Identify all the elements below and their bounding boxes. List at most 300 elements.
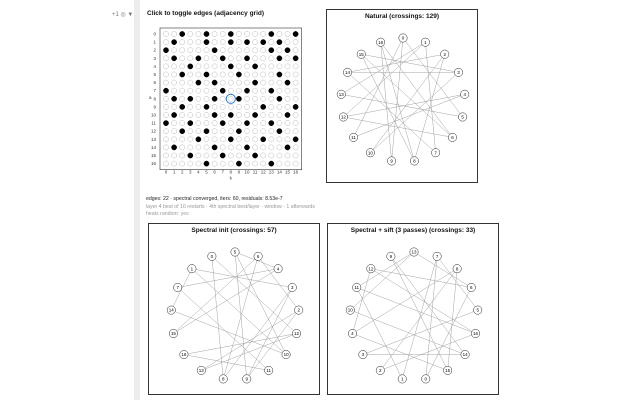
adjacency-cell[interactable]	[228, 64, 233, 69]
adjacency-cell[interactable]	[285, 96, 290, 101]
adjacency-cell[interactable]	[244, 161, 249, 166]
adjacency-cell[interactable]	[244, 88, 249, 93]
adjacency-cell[interactable]	[293, 72, 298, 77]
adjacency-cell[interactable]	[253, 112, 258, 117]
adjacency-cell[interactable]	[220, 88, 225, 93]
adjacency-cell[interactable]	[253, 145, 258, 150]
adjacency-cell[interactable]	[180, 161, 185, 166]
adjacency-cell[interactable]	[244, 104, 249, 109]
adjacency-cell[interactable]	[212, 56, 217, 61]
adjacency-cell[interactable]	[220, 121, 225, 126]
adjacency-cell[interactable]	[188, 40, 193, 45]
adjacency-cell[interactable]	[172, 40, 177, 45]
adjacency-cell[interactable]	[236, 80, 241, 85]
adjacency-cell[interactable]	[244, 153, 249, 158]
adjacency-cell[interactable]	[212, 161, 217, 166]
adjacency-cell[interactable]	[163, 129, 168, 134]
adjacency-cell[interactable]	[204, 129, 209, 134]
adjacency-cell[interactable]	[188, 129, 193, 134]
adjacency-cell[interactable]	[253, 161, 258, 166]
adjacency-cell[interactable]	[228, 121, 233, 126]
adjacency-cell[interactable]	[163, 31, 168, 36]
page-title: Click to toggle edges (adjacency grid)	[147, 10, 265, 17]
col-tick-label: 3	[189, 169, 192, 175]
adjacency-cell[interactable]	[212, 112, 217, 117]
adjacency-cell[interactable]	[261, 161, 266, 166]
adjacency-cell[interactable]	[269, 80, 274, 85]
adjacency-cell[interactable]	[180, 137, 185, 142]
cell-rail	[134, 0, 140, 400]
adjacency-cell[interactable]	[163, 121, 168, 126]
adjacency-cell[interactable]	[269, 48, 274, 53]
graph-edge	[354, 91, 466, 137]
adjacency-cell[interactable]	[163, 137, 168, 142]
adjacency-cell[interactable]	[236, 40, 241, 45]
adjacency-cell[interactable]	[285, 72, 290, 77]
adjacency-cell[interactable]	[204, 40, 209, 45]
adjacency-cell[interactable]	[269, 137, 274, 142]
adjacency-cell[interactable]	[253, 153, 258, 158]
adjacency-cell[interactable]	[261, 153, 266, 158]
adjacency-cell[interactable]	[228, 31, 233, 36]
adjacency-cell[interactable]	[293, 31, 298, 36]
adjacency-cell[interactable]	[285, 145, 290, 150]
col-tick-label: 10	[244, 169, 250, 175]
adjacency-cell[interactable]	[261, 48, 266, 53]
adjacency-cell[interactable]	[253, 72, 258, 77]
adjacency-cell[interactable]	[212, 104, 217, 109]
adjacency-cell[interactable]	[228, 161, 233, 166]
adjacency-cell[interactable]	[261, 64, 266, 69]
adjacency-cell[interactable]	[172, 96, 177, 101]
adjacency-cell[interactable]	[269, 161, 274, 166]
adjacency-cell[interactable]	[269, 72, 274, 77]
adjacency-cell[interactable]	[196, 31, 201, 36]
adjacency-cell[interactable]	[163, 161, 168, 166]
adjacency-cell[interactable]	[163, 145, 168, 150]
adjacency-cell[interactable]	[269, 129, 274, 134]
adjacency-cell[interactable]	[163, 40, 168, 45]
adjacency-cell[interactable]	[188, 137, 193, 142]
adjacency-cell[interactable]	[172, 137, 177, 142]
adjacency-cell[interactable]	[196, 104, 201, 109]
adjacency-cell[interactable]	[204, 112, 209, 117]
adjacency-cell[interactable]	[163, 96, 168, 101]
adjacency-cell[interactable]	[172, 104, 177, 109]
adjacency-cell[interactable]	[196, 80, 201, 85]
adjacency-cell[interactable]	[220, 161, 225, 166]
adjacency-cell[interactable]	[172, 72, 177, 77]
adjacency-cell[interactable]	[212, 64, 217, 69]
adjacency-cell[interactable]	[163, 153, 168, 158]
adjacency-cell[interactable]	[188, 48, 193, 53]
adjacency-cell[interactable]	[188, 145, 193, 150]
adjacency-cell[interactable]	[196, 72, 201, 77]
adjacency-cell[interactable]	[212, 80, 217, 85]
adjacency-cell[interactable]	[244, 129, 249, 134]
adjacency-cell[interactable]	[261, 145, 266, 150]
adjacency-cell[interactable]	[196, 161, 201, 166]
adjacency-cell[interactable]	[277, 72, 282, 77]
adjacency-cell[interactable]	[204, 56, 209, 61]
adjacency-cell[interactable]	[244, 64, 249, 69]
adjacency-cell[interactable]	[261, 112, 266, 117]
adjacency-cell[interactable]	[180, 40, 185, 45]
adjacency-cell[interactable]	[172, 145, 177, 150]
adjacency-cell[interactable]	[172, 121, 177, 126]
adjacency-cell[interactable]	[244, 145, 249, 150]
adjacency-cell[interactable]	[220, 145, 225, 150]
adjacency-cell[interactable]	[293, 88, 298, 93]
adjacency-cell[interactable]	[269, 88, 274, 93]
adjacency-cell[interactable]	[293, 129, 298, 134]
adjacency-cell[interactable]	[277, 161, 282, 166]
graph-edge	[357, 252, 414, 287]
adjacency-cell[interactable]	[204, 31, 209, 36]
adjacency-cell[interactable]	[277, 145, 282, 150]
graph-node-label: 3	[291, 285, 294, 291]
adjacency-cell[interactable]	[236, 112, 241, 117]
adjacency-cell[interactable]	[188, 121, 193, 126]
adjacency-cell[interactable]	[261, 88, 266, 93]
adjacency-cell[interactable]	[220, 153, 225, 158]
adjacency-cell[interactable]	[180, 64, 185, 69]
adjacency-cell[interactable]	[253, 104, 258, 109]
adjacency-cell[interactable]	[204, 137, 209, 142]
adjacency-cell[interactable]	[236, 88, 241, 93]
adjacency-cell[interactable]	[244, 96, 249, 101]
adjacency-cell[interactable]	[204, 48, 209, 53]
adjacency-cell[interactable]	[269, 121, 274, 126]
adjacency-cell[interactable]	[220, 96, 225, 101]
adjacency-cell[interactable]	[228, 104, 233, 109]
adjacency-cell[interactable]	[172, 129, 177, 134]
adjacency-cell[interactable]	[285, 31, 290, 36]
adjacency-cell[interactable]	[196, 48, 201, 53]
adjacency-cell[interactable]	[188, 104, 193, 109]
adjacency-cell[interactable]	[285, 153, 290, 158]
adjacency-cell[interactable]	[277, 104, 282, 109]
adjacency-cell[interactable]	[261, 31, 266, 36]
adjacency-cell[interactable]	[196, 121, 201, 126]
adjacency-cell[interactable]	[220, 72, 225, 77]
adjacency-cell[interactable]	[163, 56, 168, 61]
adjacency-cell[interactable]	[196, 88, 201, 93]
adjacency-cell[interactable]	[212, 153, 217, 158]
adjacency-cell[interactable]	[188, 72, 193, 77]
adjacency-cell[interactable]	[196, 112, 201, 117]
adjacency-cell[interactable]	[180, 112, 185, 117]
adjacency-cell[interactable]	[293, 56, 298, 61]
adjacency-cell[interactable]	[212, 96, 217, 101]
adjacency-cell[interactable]	[277, 56, 282, 61]
adjacency-cell[interactable]	[277, 137, 282, 142]
adjacency-cell[interactable]	[253, 88, 258, 93]
adjacency-cell[interactable]	[204, 80, 209, 85]
adjacency-cell[interactable]	[285, 137, 290, 142]
adjacency-cell[interactable]	[253, 56, 258, 61]
adjacency-cell[interactable]	[212, 145, 217, 150]
adjacency-cell[interactable]	[269, 64, 274, 69]
adjacency-cell[interactable]	[196, 40, 201, 45]
adjacency-cell[interactable]	[269, 40, 274, 45]
adjacency-cell[interactable]	[220, 80, 225, 85]
adjacency-cell[interactable]	[172, 88, 177, 93]
adjacency-cell[interactable]	[236, 31, 241, 36]
adjacency-cell[interactable]	[220, 31, 225, 36]
adjacency-cell[interactable]	[228, 72, 233, 77]
adjacency-cell[interactable]	[188, 161, 193, 166]
adjacency-cell[interactable]	[204, 64, 209, 69]
adjacency-cell[interactable]	[180, 88, 185, 93]
adjacency-cell[interactable]	[253, 80, 258, 85]
adjacency-cell[interactable]	[277, 64, 282, 69]
adjacency-cell[interactable]	[293, 104, 298, 109]
adjacency-cell[interactable]	[220, 112, 225, 117]
adjacency-cell[interactable]	[180, 96, 185, 101]
adjacency-cell[interactable]	[253, 96, 258, 101]
adjacency-cell[interactable]	[220, 129, 225, 134]
adjacency-cell[interactable]	[196, 64, 201, 69]
adjacency-cell[interactable]	[293, 121, 298, 126]
adjacency-cell[interactable]	[204, 88, 209, 93]
adjacency-cell[interactable]	[285, 56, 290, 61]
adjacency-cell[interactable]	[204, 121, 209, 126]
adjacency-cell[interactable]	[172, 112, 177, 117]
adjacency-cell[interactable]	[204, 104, 209, 109]
adjacency-cell[interactable]	[172, 48, 177, 53]
adjacency-cell[interactable]	[293, 145, 298, 150]
adjacency-cell[interactable]	[261, 56, 266, 61]
adjacency-cell[interactable]	[293, 153, 298, 158]
adjacency-cell[interactable]	[212, 88, 217, 93]
adjacency-cell[interactable]	[180, 153, 185, 158]
adjacency-cell[interactable]	[180, 56, 185, 61]
adjacency-cell[interactable]	[285, 64, 290, 69]
adjacency-cell[interactable]	[269, 56, 274, 61]
adjacency-cell[interactable]	[244, 72, 249, 77]
adjacency-cell[interactable]	[163, 64, 168, 69]
adjacency-cell[interactable]	[244, 40, 249, 45]
adjacency-cell[interactable]	[228, 40, 233, 45]
adjacency-cell[interactable]	[253, 137, 258, 142]
adjacency-cell[interactable]	[204, 161, 209, 166]
adjacency-cell[interactable]	[212, 40, 217, 45]
adjacency-cell[interactable]	[277, 129, 282, 134]
adjacency-cell[interactable]	[220, 64, 225, 69]
adjacency-cell[interactable]	[285, 80, 290, 85]
adjacency-cell[interactable]	[285, 88, 290, 93]
adjacency-cell[interactable]	[253, 129, 258, 134]
adjacency-cell[interactable]	[228, 137, 233, 142]
adjacency-cell[interactable]	[277, 31, 282, 36]
adjacency-cell[interactable]	[212, 48, 217, 53]
adjacency-cell[interactable]	[277, 153, 282, 158]
adjacency-cell[interactable]	[285, 161, 290, 166]
adjacency-cell[interactable]	[212, 31, 217, 36]
adjacency-cell[interactable]	[188, 112, 193, 117]
adjacency-cell[interactable]	[228, 145, 233, 150]
adjacency-cell[interactable]	[253, 121, 258, 126]
adjacency-cell[interactable]	[269, 112, 274, 117]
adjacency-cell[interactable]	[293, 96, 298, 101]
adjacency-cell[interactable]	[196, 129, 201, 134]
adjacency-cell[interactable]	[180, 129, 185, 134]
adjacency-cell[interactable]	[269, 31, 274, 36]
adjacency-cell[interactable]	[261, 137, 266, 142]
adjacency-cell[interactable]	[220, 40, 225, 45]
adjacency-cell[interactable]	[236, 137, 241, 142]
adjacency-cell[interactable]	[172, 56, 177, 61]
adjacency-cell[interactable]	[236, 72, 241, 77]
adjacency-cell[interactable]	[188, 96, 193, 101]
adjacency-cell[interactable]	[244, 137, 249, 142]
adjacency-cell[interactable]	[285, 48, 290, 53]
adjacency-cell[interactable]	[172, 80, 177, 85]
adjacency-cell[interactable]	[236, 96, 241, 101]
adjacency-cell[interactable]	[277, 80, 282, 85]
adjacency-cell[interactable]	[180, 121, 185, 126]
adjacency-cell[interactable]	[172, 161, 177, 166]
adjacency-cell[interactable]	[180, 145, 185, 150]
adjacency-cell[interactable]	[269, 96, 274, 101]
adjacency-cell[interactable]	[196, 56, 201, 61]
adjacency-cell[interactable]	[220, 48, 225, 53]
adjacency-cell[interactable]	[285, 112, 290, 117]
adjacency-cell[interactable]	[163, 88, 168, 93]
adjacency-cell[interactable]	[196, 96, 201, 101]
adjacency-cell[interactable]	[236, 104, 241, 109]
adjacency-cell[interactable]	[180, 104, 185, 109]
adjacency-cell[interactable]	[277, 96, 282, 101]
adjacency-cell[interactable]	[236, 56, 241, 61]
adjacency-cell[interactable]	[244, 56, 249, 61]
adjacency-cell[interactable]	[196, 137, 201, 142]
adjacency-cell[interactable]	[172, 64, 177, 69]
adjacency-cell[interactable]	[196, 145, 201, 150]
adjacency-cell[interactable]	[269, 104, 274, 109]
adjacency-grid[interactable]	[146, 20, 320, 194]
adjacency-cell[interactable]	[212, 121, 217, 126]
adjacency-cell[interactable]	[277, 48, 282, 53]
adjacency-cell[interactable]	[261, 80, 266, 85]
adjacency-cell[interactable]	[293, 48, 298, 53]
adjacency-cell[interactable]	[228, 153, 233, 158]
adjacency-cell[interactable]	[236, 153, 241, 158]
adjacency-cell[interactable]	[188, 31, 193, 36]
adjacency-cell[interactable]	[277, 40, 282, 45]
adjacency-cell[interactable]	[204, 145, 209, 150]
adjacency-cell[interactable]	[261, 72, 266, 77]
adjacency-cell[interactable]	[261, 129, 266, 134]
cell-controls[interactable]: +1 ◎ ▼	[112, 12, 134, 18]
adjacency-cell[interactable]	[188, 88, 193, 93]
adjacency-cell[interactable]	[269, 153, 274, 158]
adjacency-cell[interactable]	[285, 40, 290, 45]
adjacency-cell[interactable]	[261, 40, 266, 45]
adjacency-cell[interactable]	[244, 80, 249, 85]
adjacency-cell[interactable]	[212, 129, 217, 134]
adjacency-cell[interactable]	[204, 96, 209, 101]
adjacency-cell[interactable]	[180, 48, 185, 53]
adjacency-cell[interactable]	[228, 129, 233, 134]
adjacency-cell[interactable]	[228, 56, 233, 61]
adjacency-cell[interactable]	[269, 145, 274, 150]
adjacency-cell[interactable]	[228, 80, 233, 85]
adjacency-cell[interactable]	[293, 80, 298, 85]
adjacency-cell[interactable]	[261, 104, 266, 109]
adjacency-cell[interactable]	[228, 48, 233, 53]
adjacency-cell[interactable]	[285, 129, 290, 134]
adjacency-cell[interactable]	[180, 72, 185, 77]
adjacency-cell[interactable]	[228, 96, 233, 101]
adjacency-cell[interactable]	[236, 48, 241, 53]
adjacency-cell[interactable]	[163, 72, 168, 77]
adjacency-cell[interactable]	[253, 64, 258, 69]
adjacency-cell[interactable]	[188, 56, 193, 61]
adjacency-cell[interactable]	[220, 104, 225, 109]
adjacency-cell[interactable]	[244, 112, 249, 117]
adjacency-cell[interactable]	[285, 104, 290, 109]
adjacency-cell[interactable]	[172, 31, 177, 36]
adjacency-cell[interactable]	[163, 104, 168, 109]
adjacency-cell[interactable]	[293, 112, 298, 117]
adjacency-cell[interactable]	[188, 80, 193, 85]
adjacency-cell[interactable]	[293, 40, 298, 45]
adjacency-cell[interactable]	[212, 137, 217, 142]
adjacency-cell[interactable]	[236, 121, 241, 126]
adjacency-cell[interactable]	[253, 48, 258, 53]
adjacency-cell[interactable]	[163, 112, 168, 117]
graph-edge	[401, 35, 463, 117]
adjacency-cell[interactable]	[293, 137, 298, 142]
adjacency-cell[interactable]	[236, 64, 241, 69]
adjacency-cell[interactable]	[244, 48, 249, 53]
adjacency-cell[interactable]	[277, 112, 282, 117]
adjacency-cell[interactable]	[236, 129, 241, 134]
adjacency-cell[interactable]	[285, 121, 290, 126]
adjacency-cell[interactable]	[244, 31, 249, 36]
adjacency-cell[interactable]	[228, 88, 233, 93]
adjacency-cell[interactable]	[236, 161, 241, 166]
adjacency-cell[interactable]	[261, 121, 266, 126]
adjacency-cell[interactable]	[293, 64, 298, 69]
adjacency-cell[interactable]	[253, 40, 258, 45]
graph-edge	[370, 69, 460, 152]
adjacency-cell[interactable]	[228, 112, 233, 117]
adjacency-cell[interactable]	[204, 153, 209, 158]
adjacency-cell[interactable]	[163, 80, 168, 85]
adjacency-cell[interactable]	[180, 80, 185, 85]
adjacency-cell[interactable]	[180, 31, 185, 36]
adjacency-cell[interactable]	[277, 121, 282, 126]
adjacency-cell[interactable]	[212, 72, 217, 77]
adjacency-cell[interactable]	[220, 56, 225, 61]
adjacency-cell[interactable]	[188, 64, 193, 69]
adjacency-cell[interactable]	[236, 145, 241, 150]
adjacency-cell[interactable]	[163, 48, 168, 53]
adjacency-cell[interactable]	[261, 96, 266, 101]
adjacency-cell[interactable]	[188, 153, 193, 158]
adjacency-cell[interactable]	[244, 121, 249, 126]
adjacency-cell[interactable]	[172, 153, 177, 158]
adjacency-cell[interactable]	[277, 88, 282, 93]
adjacency-cell[interactable]	[220, 137, 225, 142]
adjacency-cell[interactable]	[293, 161, 298, 166]
adjacency-cell[interactable]	[196, 153, 201, 158]
adjacency-cell[interactable]	[204, 72, 209, 77]
adjacency-cell[interactable]	[253, 31, 258, 36]
